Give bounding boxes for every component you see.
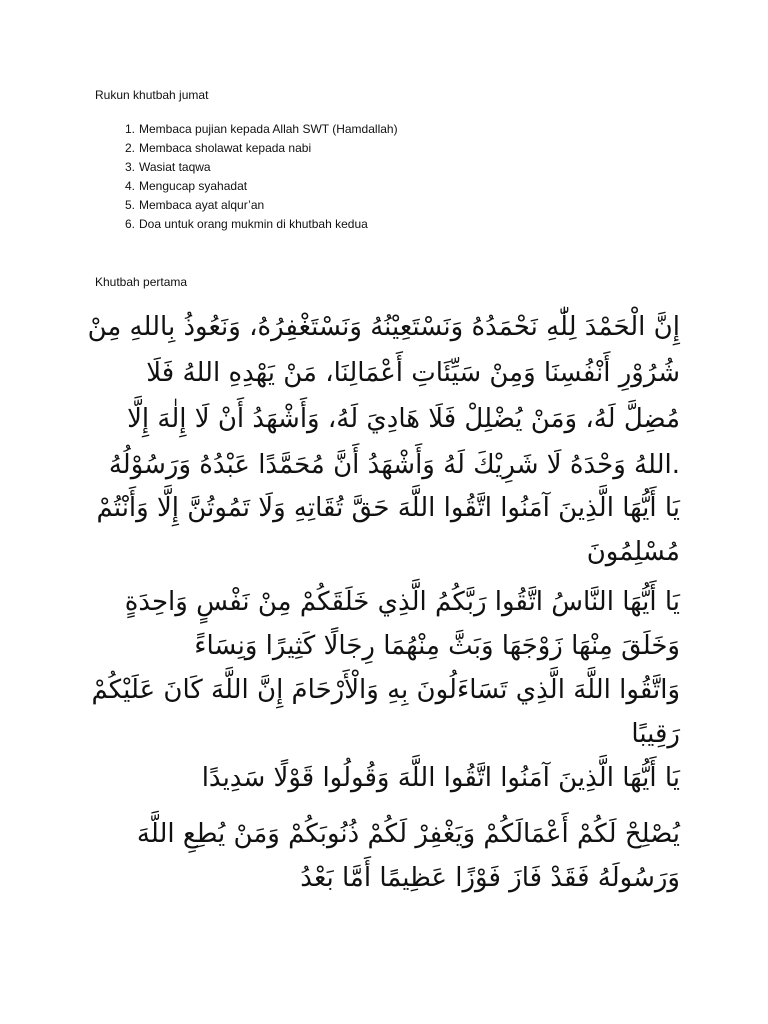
arabic-line: وَرَسُولَهُ فَقَدْ فَازَ فَوْزًا عَظِيمًا أَمَّا بَعْدُ xyxy=(300,863,680,893)
list-item xyxy=(95,120,515,139)
heading-khutbah-pertama: Khutbah pertama xyxy=(95,275,188,289)
arabic-verse-ali-imran xyxy=(90,486,680,574)
list-item xyxy=(95,139,515,158)
arabic-line: وَخَلَقَ مِنْهَا زَوْجَهَا وَبَثَّ مِنْهُمَا رِجَالًا كَثِيرًا وَنِسَاءً xyxy=(194,631,680,661)
list-text: Mengucap syahadat xyxy=(139,179,248,193)
arabic-line: .اللهُ وَحْدَهُ لَا شَرِيْكَ لَهُ وَأَشْهَدُ أَنَّ مُحَمَّدًا عَبْدُهُ وَرَسُوْلُهُ xyxy=(108,450,680,480)
arabic-verse-al-ahzab-70 xyxy=(90,756,680,800)
arabic-line: مُسْلِمُونَ xyxy=(586,537,680,567)
list-number: 5. xyxy=(124,198,135,212)
list-text: Doa untuk orang mukmin di khutbah kedua xyxy=(139,217,368,231)
list-number: 6. xyxy=(124,217,135,231)
arabic-line: مُضِلَّ لَهُ، وَمَنْ يُضْلِلْ فَلَا هَادِيَ لَهُ، وَأَشْهَدُ أَنْ لَا إِلٰهَ إِلَّا xyxy=(127,404,680,434)
arabic-opening-paragraph xyxy=(87,304,680,488)
heading-rukun-khutbah: Rukun khutbah jumat xyxy=(95,88,209,102)
arabic-verse-al-ahzab-71 xyxy=(90,812,680,900)
list-text: Wasiat taqwa xyxy=(139,160,211,174)
list-text: Membaca sholawat kepada nabi xyxy=(139,141,312,155)
rukun-list xyxy=(95,120,515,234)
arabic-line: يَا أَيُّهَا الَّذِينَ آمَنُوا اتَّقُوا اللَّهَ وَقُولُوا قَوْلًا سَدِيدًا xyxy=(201,763,680,793)
list-number: 1. xyxy=(124,122,135,136)
list-number: 2. xyxy=(124,141,135,155)
arabic-line: رَقِيبًا xyxy=(631,719,680,749)
arabic-verse-an-nisa xyxy=(90,580,680,756)
list-number: 4. xyxy=(124,179,135,193)
arabic-line: إِنَّ الْحَمْدَ لِلّٰهِ نَحْمَدُهُ وَنَسْتَعِيْنُهُ وَنَسْتَغْفِرُهُ، وَنَعُوذُ بِاللهِ مِنْ xyxy=(87,312,680,342)
list-item xyxy=(95,177,515,196)
list-item xyxy=(95,215,515,234)
list-item xyxy=(95,158,515,177)
arabic-line: يَا أَيُّهَا الَّذِينَ آمَنُوا اتَّقُوا اللَّهَ حَقَّ تُقَاتِهِ وَلَا تَمُوتُنَّ إِلَّا وَأَنْتُمْ xyxy=(96,493,680,523)
arabic-line: يُصْلِحْ لَكُمْ أَعْمَالَكُمْ وَيَغْفِرْ لَكُمْ ذُنُوبَكُمْ وَمَنْ يُطِعِ اللَّهَ xyxy=(136,819,680,849)
list-text: Membaca pujian kepada Allah SWT (Hamdallah) xyxy=(139,122,398,136)
arabic-line: وَاتَّقُوا اللَّهَ الَّذِي تَسَاءَلُونَ بِهِ وَالْأَرْحَامَ إِنَّ اللَّهَ كَانَ عَلَيْكُمْ xyxy=(91,675,680,705)
arabic-line: يَا أَيُّهَا النَّاسُ اتَّقُوا رَبَّكُمُ الَّذِي خَلَقَكُمْ مِنْ نَفْسٍ وَاحِدَةٍ xyxy=(124,587,680,617)
list-item xyxy=(95,196,515,215)
list-text: Membaca ayat alqur’an xyxy=(139,198,265,212)
arabic-line: شُرُوْرِ أَنْفُسِنَا وَمِنْ سَيِّئَاتِ أَعْمَالِنَا، مَنْ يَهْدِهِ اللهُ فَلَا xyxy=(146,358,680,388)
list-number: 3. xyxy=(124,160,135,174)
